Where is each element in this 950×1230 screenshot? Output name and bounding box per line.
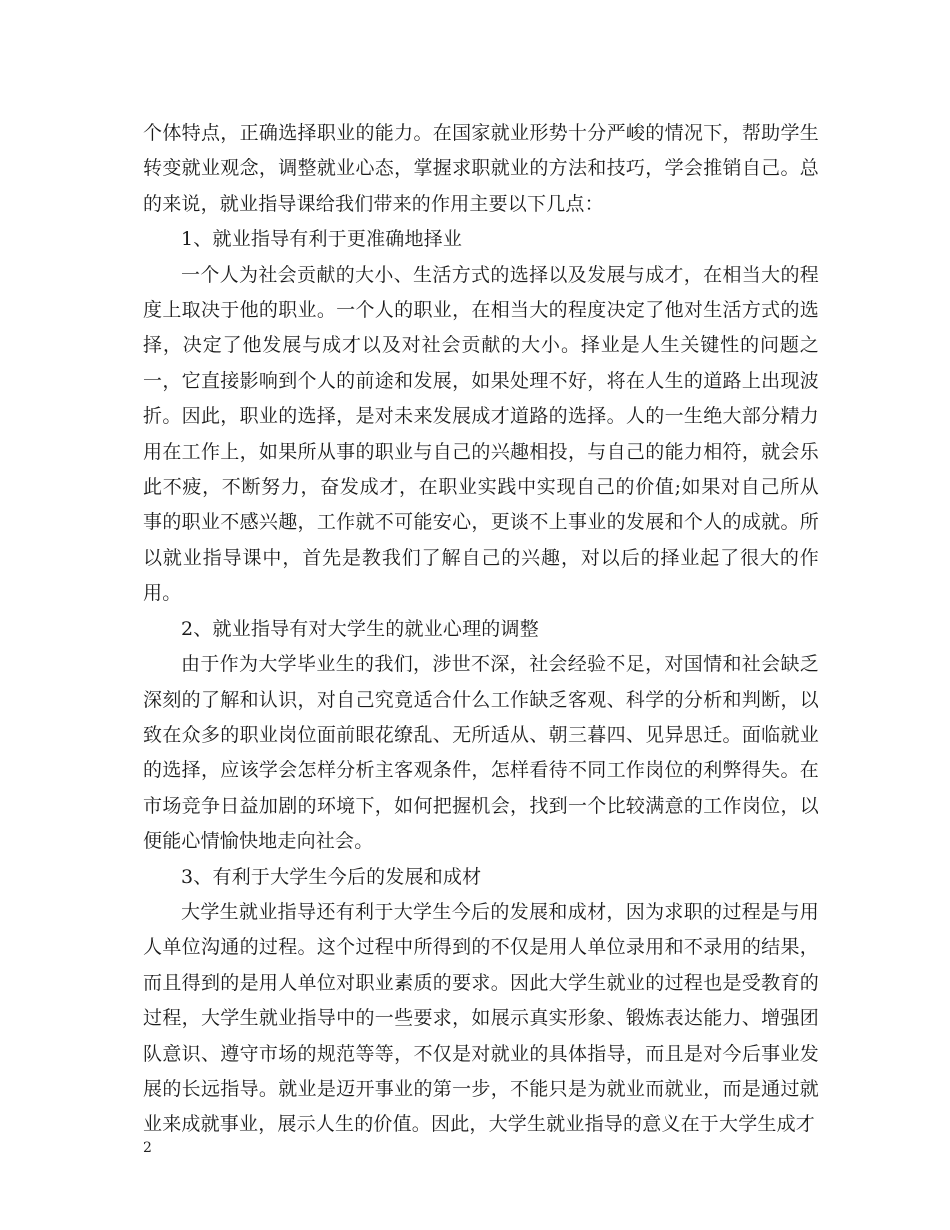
paragraph-intro-continuation: 个体特点，正确选择职业的能力。在国家就业形势十分严峻的情况下，帮助学生转变就业观念，调整就业心态，掌握求职就业的方法和技巧，学会推销自己。总的来说，就业指导课给我们带来的作用主要以下几点： — [143, 122, 819, 215]
paragraph-point-1-body: 一个人为社会贡献的大小、生活方式的选择以及发展与成才，在相当大的程度上取决于他的职业。一个人的职业，在相当大的程度决定了他对生活方式的选择，决定了他发展与成才以及对社会贡献的大小。择业是人生关键性的问题之一，它直接影响到个人的前途和发展，如果处理不好，将在人生的道路上出现波折。因此，职业的选择，是对未来发展成才道路的选择。人的一生绝大部分精力用在工作上，如果所从事的职业与自己的兴趣相投，与自己的能力相符，就会乐此不疲，不断努力，奋发成才，在职业实践中实现自己的价值;如果对自己所从事的职业不感兴趣，工作就不可能安心，更谈不上事业的发展和个人的成就。所以就业指导课中，首先是教我们了解自己的兴趣，对以后的择业起了很大的作用。 — [143, 263, 819, 605]
heading-point-1: 1、就业指导有利于更准确地择业 — [181, 228, 463, 251]
paragraph-point-3-body: 大学生就业指导还有利于大学生今后的发展和成材，因为求职的过程是与用人单位沟通的过程。这个过程中所得到的不仅是用人单位录用和不录用的结果，而且得到的是用人单位对职业素质的要求。因此大学生就业的过程也是受教育的过程，大学生就业指导中的一些要求，如展示真实形象、锻炼表达能力、增强团队意识、遵守市场的规范等等，不仅是对就业的具体指导，而且是对今后事业发展的长远指导。就业是迈开事业的第一步，不能只是为就业而就业，而是通过就业来成就事业，展示人生的价值。因此，大学生就业指导的意义在于大学生成才 — [143, 900, 819, 1136]
paragraph-point-2-body: 由于作为大学毕业生的我们，涉世不深，社会经验不足，对国情和社会缺乏深刻的了解和认识，对自己究竟适合什么工作缺乏客观、科学的分析和判断，以致在众多的职业岗位面前眼花缭乱、无所适从、朝三暮四、见异思迁。面临就业的选择，应该学会怎样分析主客观条件，怎样看待不同工作岗位的利弊得失。在市场竞争日益加剧的环境下，如何把握机会，找到一个比较满意的工作岗位，以便能心情愉快地走向社会。 — [143, 653, 819, 853]
document-body — [143, 116, 819, 1143]
page-number: 2 — [143, 1140, 152, 1156]
heading-point-2: 2、就业指导有对大学生的就业心理的调整 — [181, 617, 539, 640]
heading-point-3: 3、有利于大学生今后的发展和成材 — [181, 865, 482, 888]
